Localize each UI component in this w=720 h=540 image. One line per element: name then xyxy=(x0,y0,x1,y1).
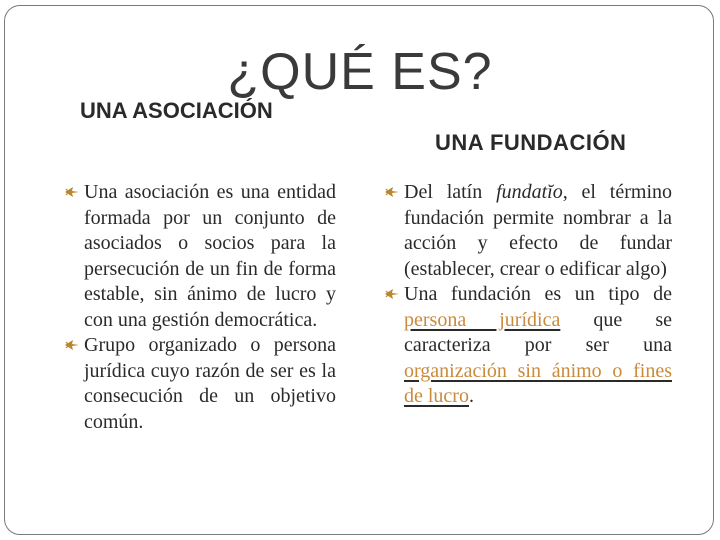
list-item-text: Grupo organizado o persona jurídica cuyo razón de ser es la consecución de un objetivo común. xyxy=(84,334,336,433)
list-item-text-end: , el término fundación permite nombrar a la acción y efecto de fundar (establecer, crear o edificar algo) xyxy=(404,181,672,280)
latin-term: fundatĭo xyxy=(496,181,563,203)
list-item xyxy=(64,333,336,435)
organizacion-sin-animo-link[interactable]: organización sin ánimo o fines de lucro xyxy=(404,359,672,407)
list-item-text-start: Una fundación es un tipo de xyxy=(404,283,672,305)
persona-juridica-link[interactable]: persona jurídica xyxy=(404,308,561,331)
feather-arrow-icon xyxy=(384,185,400,199)
list-item-text-middle: que se caracteriza por ser una xyxy=(404,308,672,356)
feather-arrow-icon xyxy=(64,338,80,352)
list-item-text-start: Del latín xyxy=(404,181,497,203)
left-column-list xyxy=(64,180,336,435)
right-column-list xyxy=(384,180,672,410)
list-item xyxy=(64,180,336,333)
right-column-heading: UNA FUNDACIÓN xyxy=(435,130,627,155)
list-item xyxy=(384,282,672,410)
left-column-heading: UNA ASOCIACIÓN xyxy=(80,98,273,123)
feather-arrow-icon xyxy=(64,185,80,199)
list-item-text: Una asociación es una entidad formada por un conjunto de asociados o socios para la persecución de un fin de forma estable, sin ánimo de lucro y con una gestión democrática. xyxy=(84,181,336,331)
list-item-text-end: . xyxy=(468,385,474,407)
feather-arrow-icon xyxy=(384,287,400,301)
slide-title: ¿QUÉ ES? xyxy=(227,43,493,101)
list-item xyxy=(384,180,672,282)
